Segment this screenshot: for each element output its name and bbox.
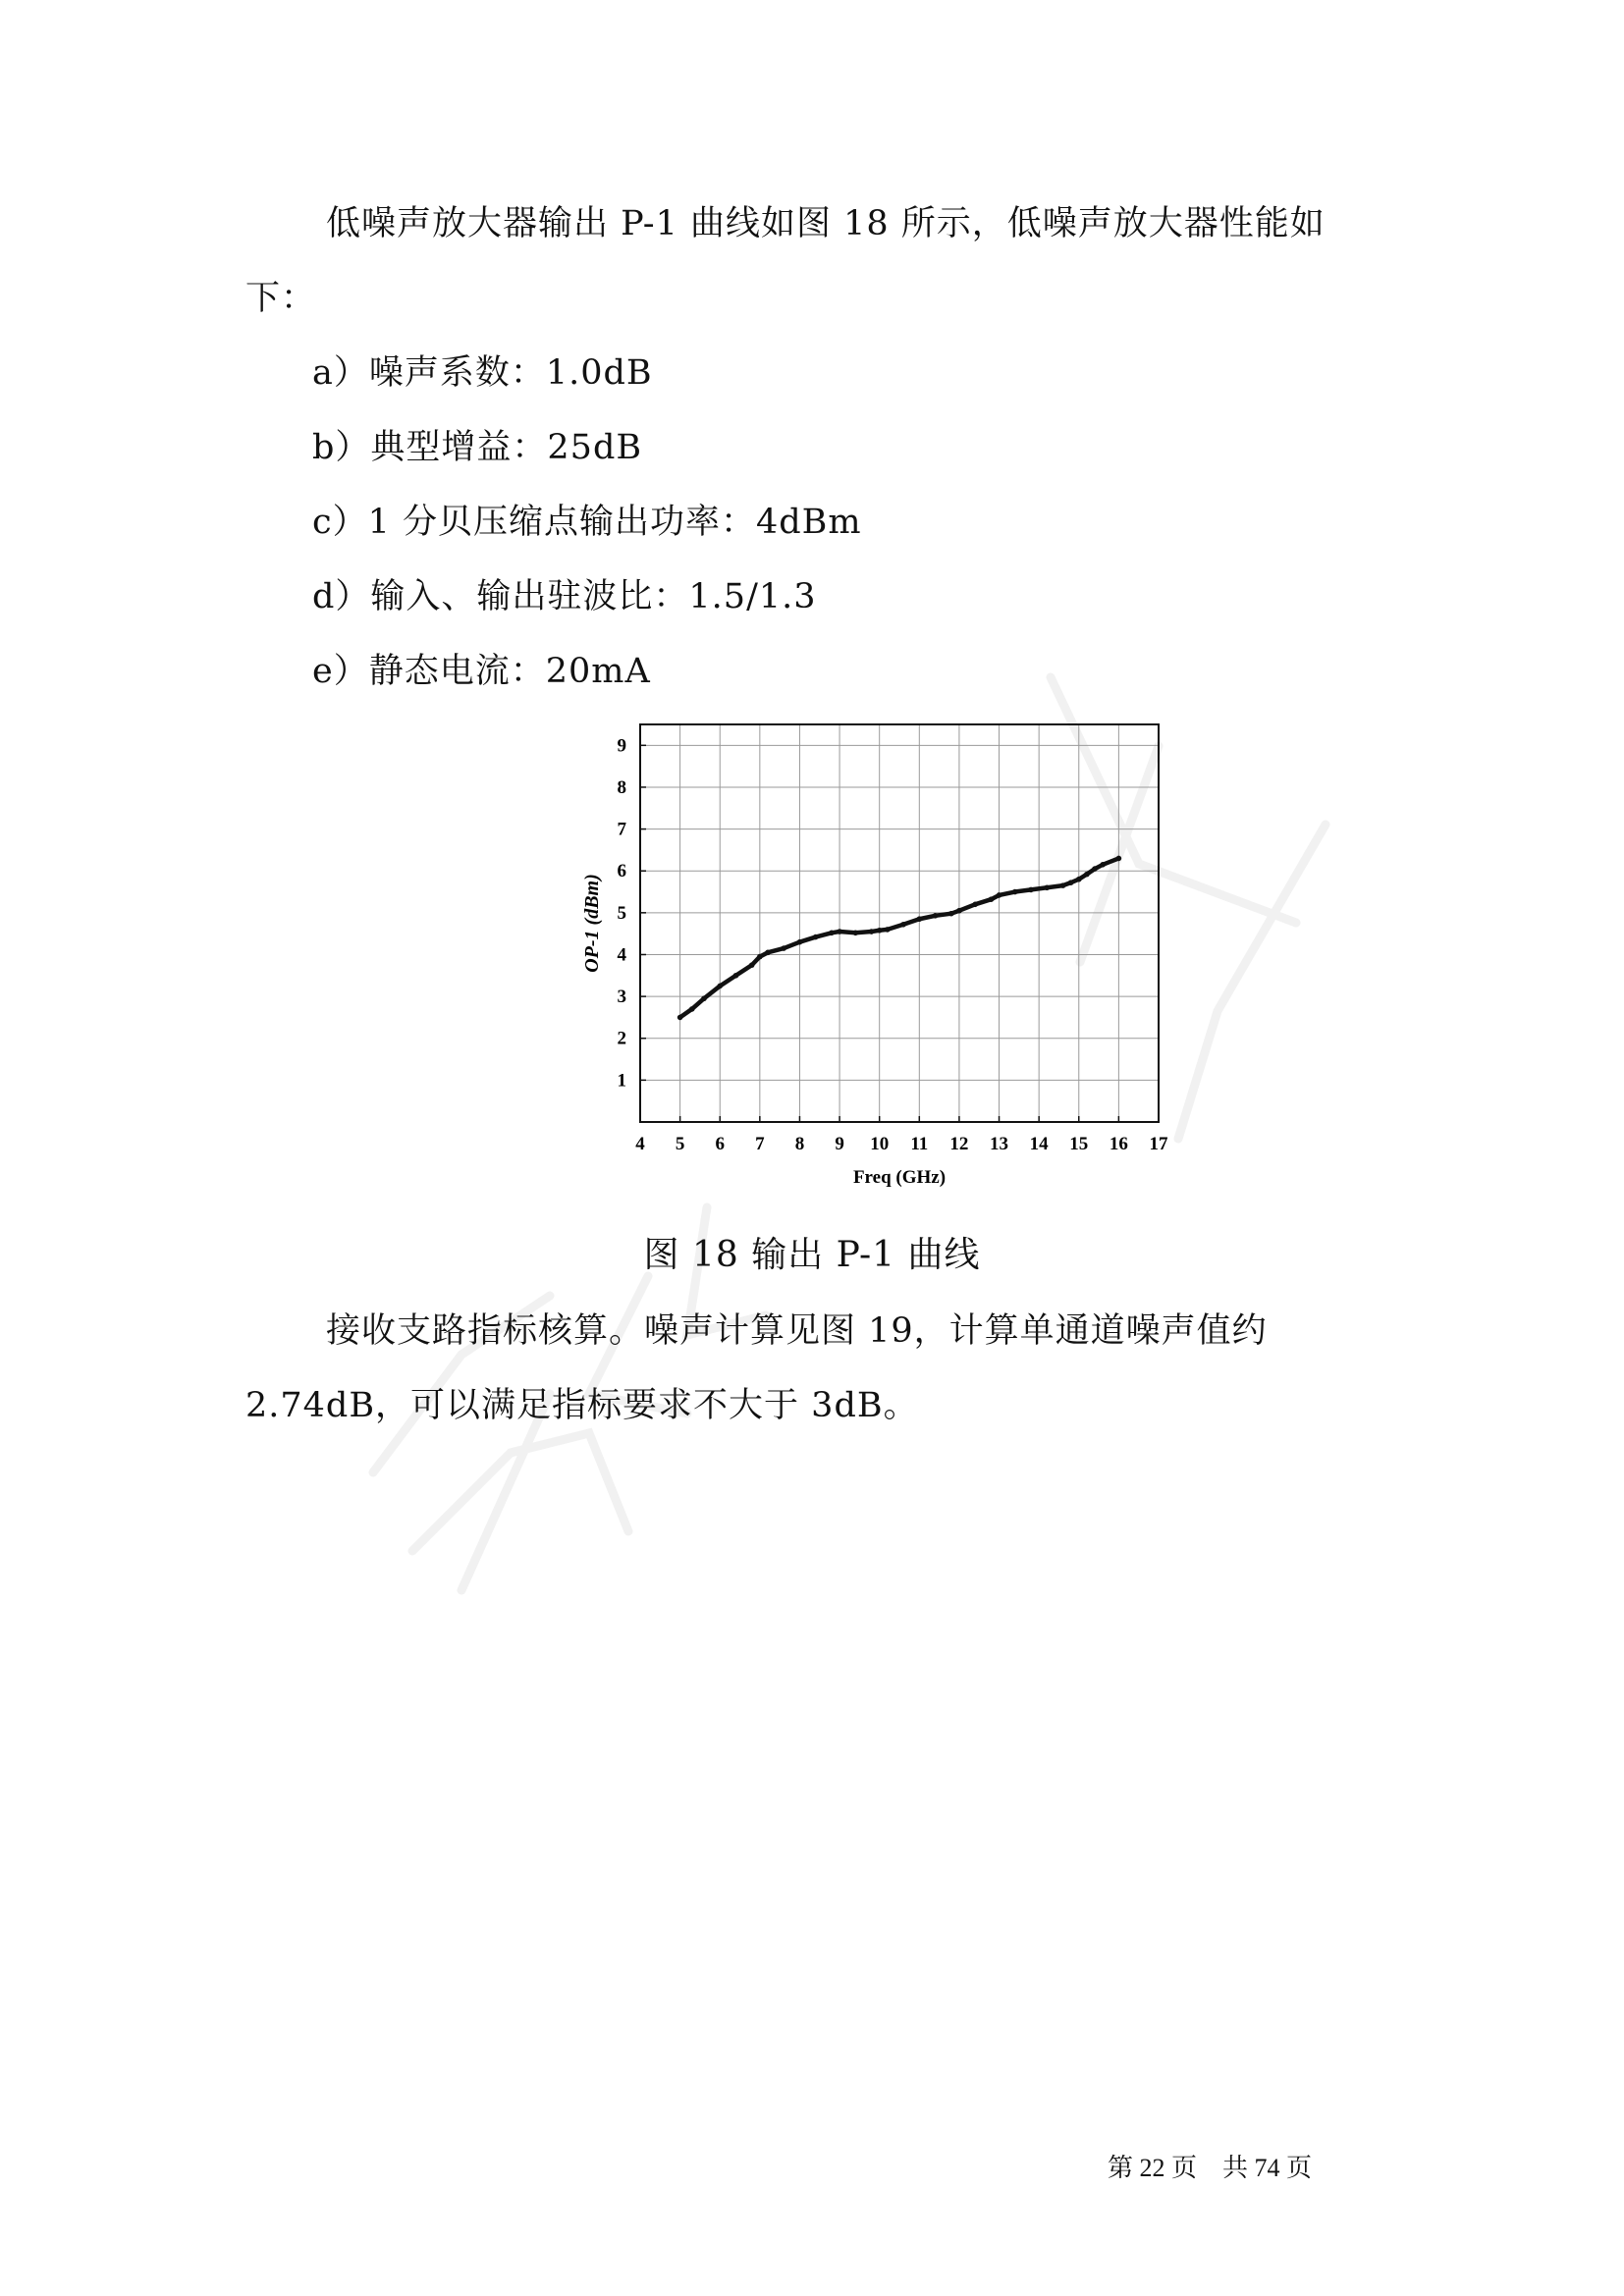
x-tick-label: 16 [1109,1134,1128,1154]
data-point [1084,872,1090,878]
data-point [989,896,995,902]
x-tick-label: 14 [1029,1134,1049,1154]
y-tick-label: 6 [617,861,626,882]
spec-item-gain: b）典型增益：25dB [312,428,643,467]
spec-list [245,336,1384,709]
y-tick-label: 1 [617,1070,626,1092]
data-point [853,931,859,936]
data-point [717,984,723,989]
data-point [733,973,739,979]
data-point [1028,887,1034,893]
intro-text: 低噪声放大器输出 P-1 曲线如图 18 所示，低噪声放大器性能如下： [245,204,1326,318]
closing-paragraph [245,1294,1384,1443]
figure-caption: 图 18 输出 P-1 曲线 [643,1235,981,1275]
y-tick-label: 8 [617,776,626,798]
closing-text: 接收支路指标核算。噪声计算见图 19，计算单通道噪声值约 2.74dB，可以满足指标要求不大于 3dB。 [245,1311,1268,1425]
data-point [1044,884,1050,890]
page-footer: 第 22 页 共 74 页 [1108,2154,1313,2182]
y-axis-label: OP-1 (dBm) [581,874,603,973]
data-point [749,962,755,968]
x-tick-label: 4 [635,1134,645,1154]
op1-chart-svg [574,715,1183,1205]
data-point [900,922,906,928]
data-point [1068,880,1074,885]
data-point [1092,866,1098,872]
data-point [701,995,707,1001]
data-point [997,892,1002,898]
data-point [829,931,835,936]
x-tick-label: 11 [910,1134,929,1154]
x-tick-label: 7 [755,1134,765,1154]
spec-item-p1db: c）1 分贝压缩点输出功率：4dBm [312,503,862,542]
x-tick-label: 5 [675,1134,685,1154]
data-point [813,934,819,940]
data-point [877,928,883,934]
data-point [1060,882,1066,888]
op1-chart [574,715,1183,1205]
x-tick-label: 17 [1149,1134,1168,1154]
y-tick-label: 3 [617,987,626,1008]
data-point [948,911,954,917]
data-point [677,1015,683,1021]
x-tick-label: 13 [990,1134,1009,1154]
y-tick-label: 9 [617,735,626,757]
y-tick-labels [618,735,627,1091]
x-tick-label: 10 [870,1134,890,1154]
intro-paragraph [245,187,1384,336]
x-tick-label: 9 [835,1134,844,1154]
spec-item-vswr: d）输入、输出驻波比：1.5/1.3 [312,577,817,616]
data-point [933,913,939,919]
data-point [1100,862,1106,868]
data-point [781,945,786,951]
series-layer [677,856,1121,1021]
x-tick-label: 15 [1069,1134,1089,1154]
spec-item-current: e）静态电流：20mA [312,652,651,691]
x-tick-label: 12 [949,1134,969,1154]
y-tick-label: 7 [617,819,626,840]
y-tick-label: 5 [617,902,626,924]
x-axis-label: Freq (GHz) [852,1167,947,1188]
data-point [972,902,978,908]
data-point [765,950,771,956]
y-tick-label: 4 [617,944,626,966]
data-point [757,954,763,960]
spec-item-noise: a）噪声系数：1.0dB [312,353,653,393]
data-point [869,929,875,934]
x-tick-labels [635,1134,1168,1154]
data-point [1076,877,1082,882]
x-tick-label: 8 [794,1134,805,1154]
data-point [956,908,962,914]
data-point [797,939,803,945]
chart-grid [640,724,1159,1122]
y-tick-label: 2 [617,1028,626,1049]
data-point [837,929,842,934]
data-point [917,916,923,922]
x-tick-label: 6 [715,1134,725,1154]
data-point [689,1006,695,1012]
series-line-op1 [680,858,1119,1017]
plot-frame [640,724,1159,1122]
data-point [1012,889,1018,895]
data-point [1116,856,1122,862]
data-point [885,927,891,933]
